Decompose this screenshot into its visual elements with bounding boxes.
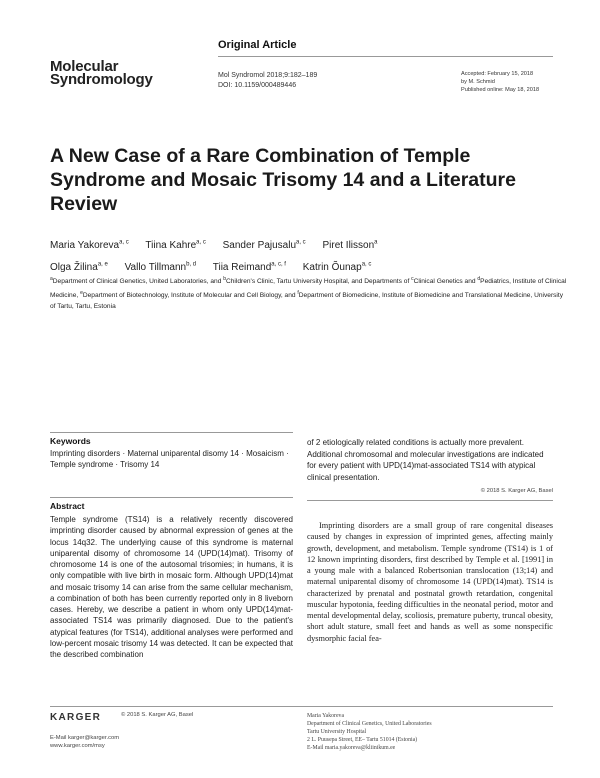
journal-title-line2: Syndromology: [50, 71, 153, 88]
journal-title-line1: Molecular: [50, 58, 119, 75]
correspondence: [307, 712, 432, 752]
author: Tiina Kahre$^{a, c}$: [145, 240, 206, 252]
keywords-rule: [50, 432, 293, 433]
keywords-heading: Keywords: [50, 436, 91, 446]
author: Katrin Õunap$^{a, c}$: [302, 261, 372, 273]
publisher-website[interactable]: www.karger.com/msy: [50, 743, 105, 749]
header-rule: [218, 56, 553, 57]
published-date: Published online: May 18, 2018: [461, 87, 540, 93]
affiliations: $^a$Department of Clinical Genetics, United Laboratories, and $^b$Children's Clinic, Tartu University Hospital, and Departments of $^c$Clinical Genetics and $^d$Pediatrics, Institute of Clinical Medicine, $^e$Department of Biotechnology, Institute of Molecular and Cell Biology, and $^f$Department of Biomedicine, Institute of Biomedicine and Translational Medicine, University of Tartu, Tartu, Estonia: [50, 276, 567, 311]
author: Piret Ilisson$^a$: [322, 240, 378, 252]
accepted-by: by M. Schmid: [461, 79, 495, 85]
column-rule: [307, 500, 553, 501]
abstract-copyright: © 2018 S. Karger AG, Basel: [480, 488, 553, 494]
abstract-continuation: of 2 etiologically related conditions is actually more prevalent. Additional chromosomal and molecular investigations are indicated for every patient with UPD(14)mat-associated TS14 with atypical clinical presentation.: [307, 438, 544, 482]
article-title: A New Case of a Rare Combination of Temple Syndrome and Mosaic Trisomy 14 and a Literature Review: [50, 145, 516, 215]
citation: [218, 71, 317, 91]
footer-rule: [50, 706, 553, 707]
author-list: [50, 234, 570, 277]
abstract-rule: [50, 497, 293, 498]
footer-contact: [50, 734, 119, 750]
article-dates: [461, 70, 539, 94]
body-paragraph: Imprinting disorders are a small group of rare congenital diseases caused by changes in expression of imprinted genes, affecting mainly growth, development, and metabolism. Temple syndrome (TS14) is 1 of 12 known imprinting disorders, first described by Temple et al. [1991] in a young male with a balanced Robertsonian translocation (13;14) and maternal uniparental disomy of chromosome 14 (UPD(14)mat). TS14 is characterized by prenatal and postnatal growth retardation, congenital muscular hypotonia, feeding difficulties in the neonatal period, motor and mental developmental delay, scoliosis, premature puberty, truncal obesity, short adult stature, small feet and hands as well as some nonspecific dysmorphic facial fea-: [307, 521, 553, 643]
corr-name: Maria Yakoreva: [307, 713, 345, 719]
corr-dept: Department of Clinical Genetics, United Laboratories: [307, 721, 432, 727]
footer-copyright: © 2018 S. Karger AG, Basel: [121, 712, 194, 718]
citation-line: Mol Syndromol 2018;9:182–189: [218, 72, 318, 79]
doi[interactable]: DOI: 10.1159/000489446: [218, 82, 297, 89]
accepted-date: Accepted: February 15, 2018: [461, 71, 534, 77]
corr-email[interactable]: E-Mail maria.yakoreva@kliinikum.ee: [307, 745, 396, 751]
keywords-text: Imprinting disorders · Maternal uniparental disomy 14 · Mosaicism · Temple syndrome · Trisomy 14: [50, 449, 289, 469]
author: Maria Yakoreva$^{a, c}$: [50, 240, 129, 252]
corr-hospital: Tartu University Hospital: [307, 729, 367, 735]
author: Tiia Reimand$^{a, c, f}$: [212, 261, 286, 273]
publisher-email[interactable]: E-Mail karger@karger.com: [50, 735, 120, 741]
corr-address: 2 L. Puusepa Street, EE– Tartu 51014 (Estonia): [307, 737, 418, 743]
author: Vallo Tillmann$^{b, d}$: [124, 261, 197, 273]
article-type: Original Article: [218, 39, 297, 51]
author: Sander Pajusalu$^{a, c}$: [222, 240, 306, 252]
author: Olga Žilina$^{a, e}$: [50, 261, 108, 273]
abstract-text: Temple syndrome (TS14) is a relatively recently discovered imprinting disorder caused by abnormal expression of genes at the locus 14q32. The underlying cause of this syndrome is maternal uniparental disomy of chromosome 14 (UPD(14)mat). Trisomy of chromosome 14 is one of the autosomal trisomies; in humans, it is only compatible with live birth in mosaic form. Although UPD(14)mat and mosaic trisomy 14 can arise from the same cellular mechanism, a combination of both has been currently reported only in 8 liveborn cases. Hereby, we describe a patient in whom only UPD(14)mat-associated TS14 was primarily diagnosed. Due to the patient's atypical features (for TS14), additional analyses were performed and low-percent mosaic trisomy 14 was detected. It can be expected that the described combination: [50, 515, 293, 659]
publisher-logo: KARGER: [50, 712, 102, 723]
abstract-heading: Abstract: [50, 501, 85, 511]
body-text: [307, 520, 553, 644]
journal-title: [50, 60, 153, 86]
